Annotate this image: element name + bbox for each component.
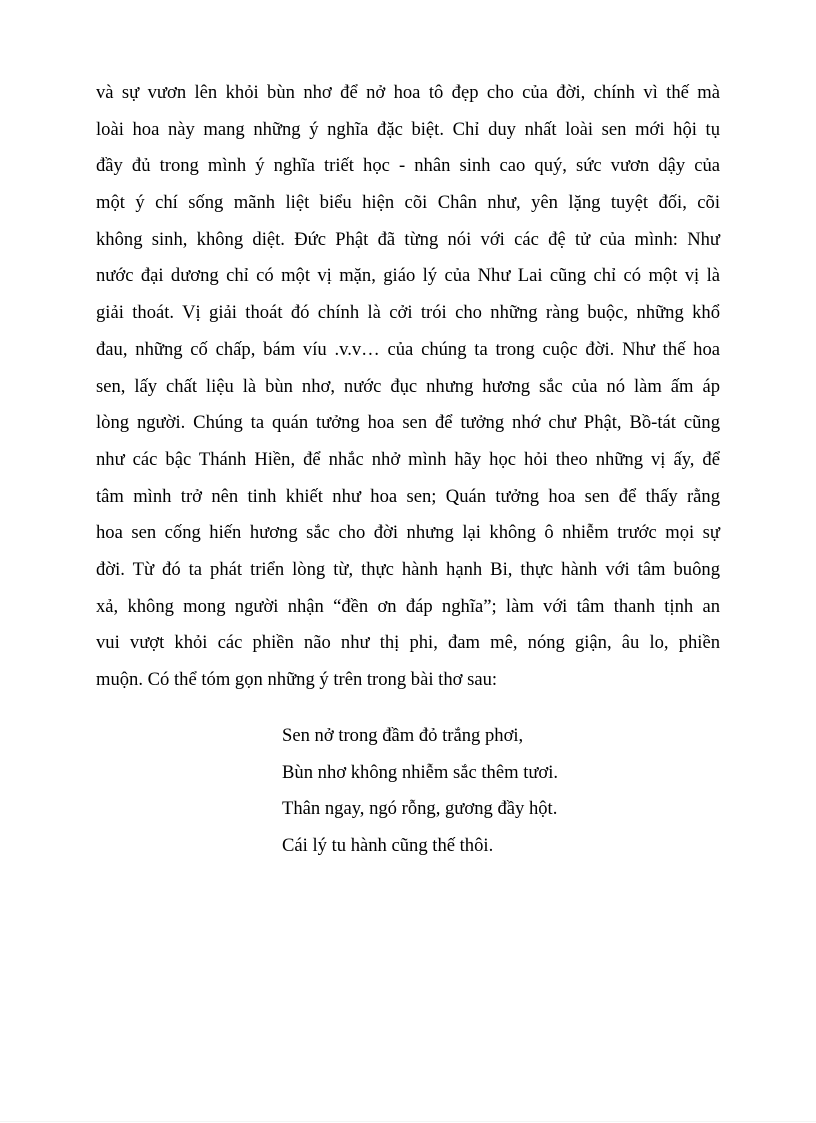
paragraph-line: giải thoát. Vị giải thoát đó chính là cởi trói cho những ràng buộc, những khổ: [96, 302, 720, 324]
paragraph-line: đời. Từ đó ta phát triển lòng từ, thực hành hạnh Bi, thực hành với tâm buông: [96, 558, 720, 580]
paragraph-line: sen, lấy chất liệu là bùn nhơ, nước đục nhưng hương sắc của nó làm ấm áp: [96, 375, 720, 397]
poem-line: Thân ngay, ngó rỗng, gương đầy hột.: [282, 798, 558, 820]
poem-stanza: [282, 718, 558, 865]
paragraph-line: không sinh, không diệt. Đức Phật đã từng nói với các đệ tử của mình: Như: [96, 228, 720, 250]
paragraph-line: đầy đủ trong mình ý nghĩa triết học - nhân sinh cao quý, sức vươn dậy của: [96, 155, 720, 177]
poem-line: Cái lý tu hành cũng thế thôi.: [282, 835, 494, 857]
paragraph-line: muộn. Có thể tóm gọn những ý trên trong bài thơ sau:: [96, 669, 498, 690]
paragraph-line: một ý chí sống mãnh liệt biểu hiện cõi Chân như, yên lặng tuyệt đối, cõi: [96, 192, 720, 214]
paragraph-line: loài hoa này mang những ý nghĩa đặc biệt. Chỉ duy nhất loài sen mới hội tụ: [96, 118, 720, 140]
page-bottom-edge: [0, 1121, 816, 1122]
paragraph-line: tâm mình trở nên tinh khiết như hoa sen; Quán tưởng hoa sen để thấy rằng: [96, 485, 720, 507]
paragraph-line: nước đại dương chỉ có một vị mặn, giáo lý của Như Lai cũng chỉ có một vị là: [96, 265, 720, 287]
body-paragraph: [96, 75, 720, 699]
paragraph-line: như các bậc Thánh Hiền, để nhắc nhở mình hãy học hỏi theo những vị ấy, để: [96, 448, 720, 470]
poem-line: Sen nở trong đầm đỏ trắng phơi,: [282, 725, 524, 746]
paragraph-line: xả, không mong người nhận “đền ơn đáp nghĩa”; làm với tâm thanh tịnh an: [96, 595, 720, 617]
paragraph-line: hoa sen cống hiến hương sắc cho đời nhưng lại không ô nhiễm trước mọi sự: [96, 522, 720, 544]
paragraph-line: lòng người. Chúng ta quán tưởng hoa sen để tưởng nhớ chư Phật, Bồ-tát cũng: [96, 412, 720, 434]
poem-line: Bùn nhơ không nhiễm sắc thêm tươi.: [282, 761, 559, 783]
paragraph-line: vui vượt khỏi các phiền não như thị phi, đam mê, nóng giận, âu lo, phiền: [96, 632, 720, 654]
paragraph-line: và sự vươn lên khỏi bùn nhơ để nở hoa tô đẹp cho của đời, chính vì thế mà: [96, 82, 720, 103]
paragraph-line: đau, những cố chấp, bám víu .v.v… của chúng ta trong cuộc đời. Như thế hoa: [96, 338, 720, 360]
